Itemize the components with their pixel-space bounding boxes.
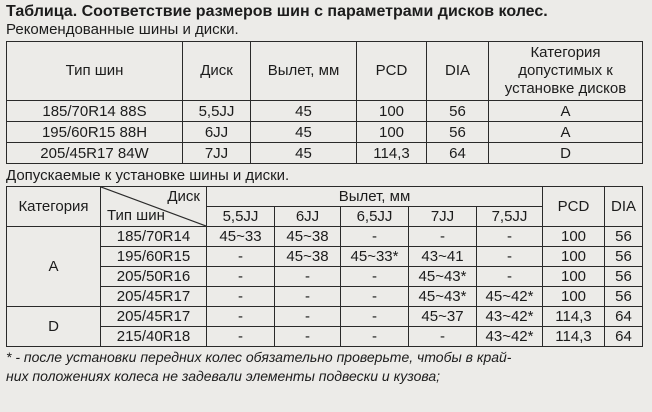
category-cell: A <box>489 101 643 122</box>
table-row <box>7 247 643 267</box>
header-dia: DIA <box>605 187 643 227</box>
table-row <box>7 227 643 247</box>
offset-range-cell: - <box>341 327 409 347</box>
offset-range-cell: - <box>207 327 275 347</box>
offset-range-cell: 45~42* <box>477 287 543 307</box>
header-size: 7,5JJ <box>477 207 543 227</box>
offset-range-cell: - <box>207 307 275 327</box>
offset-range-cell: - <box>409 327 477 347</box>
table-row <box>7 101 643 122</box>
tire-type-cell: 215/40R18 <box>101 327 207 347</box>
disc-cell: 7JJ <box>183 143 251 164</box>
category-cell: A <box>7 227 101 307</box>
tire-type-cell: 195/60R15 <box>101 247 207 267</box>
tire-type-cell: 205/45R17 <box>101 307 207 327</box>
footnote-line-2: них положениях колеса не задевали элементы подвески и кузова; <box>6 368 441 384</box>
table-row <box>7 143 643 164</box>
offset-range-cell: 45~33* <box>341 247 409 267</box>
header-category: Категория <box>7 187 101 227</box>
header-size: 7JJ <box>409 207 477 227</box>
offset-range-cell: 43~41 <box>409 247 477 267</box>
offset-range-cell: 43~42* <box>477 307 543 327</box>
document-title: Таблица. Соответствие размеров шин с параметрами дисков колес. <box>6 3 548 20</box>
offset-cell: 45 <box>251 101 357 122</box>
header-size: 6,5JJ <box>341 207 409 227</box>
table-row <box>7 267 643 287</box>
table-row <box>7 287 643 307</box>
offset-range-cell: 45~43* <box>409 267 477 287</box>
header-dia: DIA <box>427 42 489 101</box>
offset-range-cell: - <box>275 327 341 347</box>
dia-cell: 56 <box>605 267 643 287</box>
offset-range-cell: - <box>341 287 409 307</box>
recommended-table <box>6 41 643 164</box>
table-row <box>7 327 643 347</box>
header-category: Категория допустимых к установке дисков <box>489 42 643 101</box>
offset-range-cell: - <box>341 307 409 327</box>
category-cell: D <box>489 143 643 164</box>
header-disc: Диск <box>167 188 200 205</box>
pcd-cell: 114,3 <box>543 327 605 347</box>
pcd-cell: 114,3 <box>543 307 605 327</box>
recommended-rows <box>7 101 643 164</box>
allowed-header-row-1 <box>7 187 643 207</box>
tire-type-cell: 205/50R16 <box>101 267 207 287</box>
header-offset: Вылет, мм <box>207 187 543 207</box>
tire-type-cell: 205/45R17 <box>101 287 207 307</box>
pcd-cell: 100 <box>543 267 605 287</box>
pcd-cell: 100 <box>357 122 427 143</box>
offset-range-cell: - <box>341 267 409 287</box>
tire-type-cell: 185/70R14 <box>101 227 207 247</box>
offset-range-cell: - <box>477 247 543 267</box>
dia-cell: 56 <box>605 227 643 247</box>
offset-range-cell: - <box>477 227 543 247</box>
header-tire-type: Тип шин <box>107 207 165 224</box>
dia-cell: 56 <box>605 247 643 267</box>
header-disc-tire-diagonal <box>101 187 207 227</box>
category-cell: A <box>489 122 643 143</box>
pcd-cell: 100 <box>543 247 605 267</box>
offset-cell: 45 <box>251 122 357 143</box>
offset-range-cell: - <box>207 287 275 307</box>
offset-range-cell: - <box>207 247 275 267</box>
allowed-caption: Допускаемые к установке шины и диски. <box>6 167 290 184</box>
offset-range-cell: 45~38 <box>275 227 341 247</box>
header-disc: Диск <box>183 42 251 101</box>
dia-cell: 64 <box>605 307 643 327</box>
offset-range-cell: 45~33 <box>207 227 275 247</box>
header-pcd: PCD <box>357 42 427 101</box>
dia-cell: 64 <box>605 327 643 347</box>
offset-range-cell: 45~43* <box>409 287 477 307</box>
offset-range-cell: 45~37 <box>409 307 477 327</box>
disc-cell: 5,5JJ <box>183 101 251 122</box>
offset-range-cell: - <box>207 267 275 287</box>
tire-type-cell: 205/45R17 84W <box>7 143 183 164</box>
offset-range-cell: 45~38 <box>275 247 341 267</box>
offset-range-cell: - <box>275 307 341 327</box>
recommended-header-row <box>7 42 643 101</box>
header-tire-type: Тип шин <box>7 42 183 101</box>
allowed-rows <box>7 227 643 347</box>
table-row <box>7 122 643 143</box>
offset-range-cell: - <box>275 267 341 287</box>
header-offset: Вылет, мм <box>251 42 357 101</box>
allowed-table <box>6 186 643 347</box>
header-size: 5,5JJ <box>207 207 275 227</box>
offset-range-cell: - <box>341 227 409 247</box>
pcd-cell: 100 <box>543 227 605 247</box>
dia-cell: 56 <box>427 122 489 143</box>
footnote-line-1: * - после установки передних колес обязательно проверьте, чтобы в край- <box>6 349 512 365</box>
header-pcd: PCD <box>543 187 605 227</box>
table-row <box>7 307 643 327</box>
dia-cell: 56 <box>427 101 489 122</box>
offset-range-cell: - <box>477 267 543 287</box>
recommended-caption: Рекомендованные шины и диски. <box>6 21 239 38</box>
offset-cell: 45 <box>251 143 357 164</box>
disc-cell: 6JJ <box>183 122 251 143</box>
pcd-cell: 114,3 <box>357 143 427 164</box>
dia-cell: 56 <box>605 287 643 307</box>
offset-range-cell: - <box>275 287 341 307</box>
offset-range-cell: 43~42* <box>477 327 543 347</box>
category-cell: D <box>7 307 101 347</box>
header-size: 6JJ <box>275 207 341 227</box>
pcd-cell: 100 <box>357 101 427 122</box>
pcd-cell: 100 <box>543 287 605 307</box>
dia-cell: 64 <box>427 143 489 164</box>
tire-type-cell: 185/70R14 88S <box>7 101 183 122</box>
offset-range-cell: - <box>409 227 477 247</box>
tire-type-cell: 195/60R15 88H <box>7 122 183 143</box>
